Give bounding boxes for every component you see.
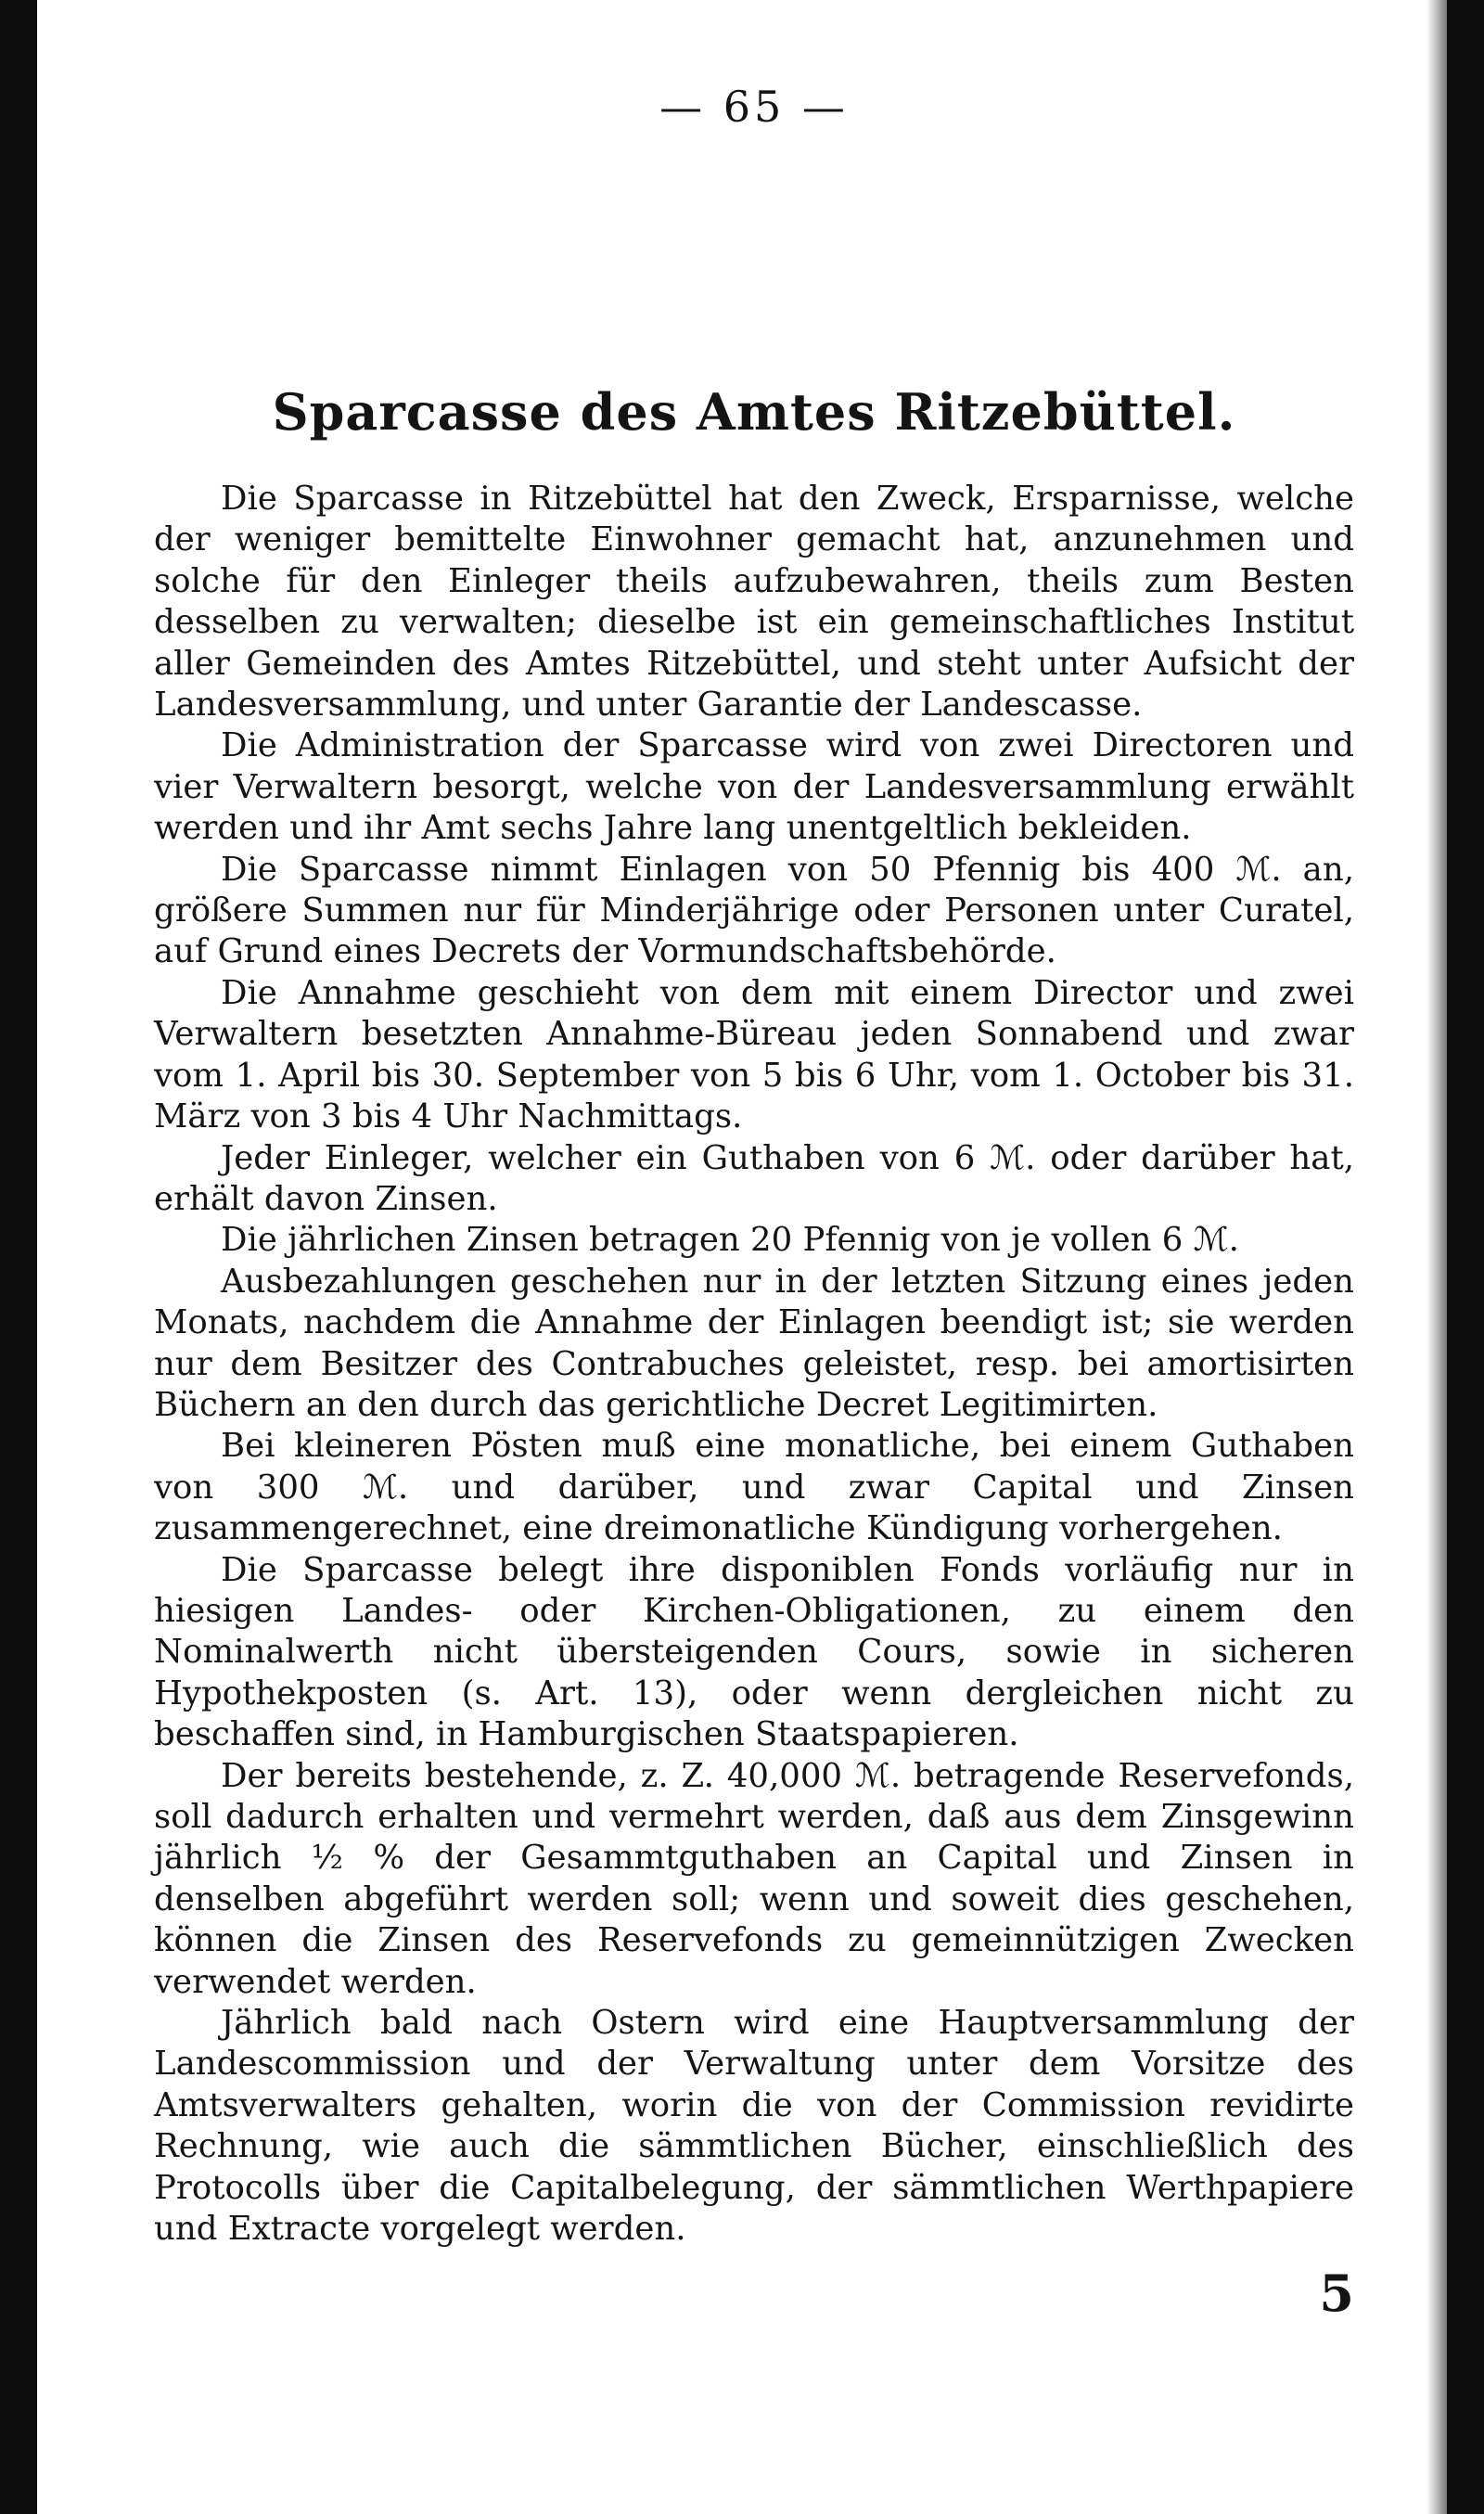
paragraph-payouts: Ausbezahlungen geschehen nur in der letzten Sitzung eines jeden Monats, nachdem die Annahme der Einlagen beendigt ist; sie werden nur dem Besitzer des Contrabuches geleistet, resp. bei amortisirten Büchern an den durch das gerichtliche Decret Legitimirten.: [154, 1262, 1354, 1424]
paragraph-investments: Die Sparcasse belegt ihre disponiblen Fonds vorläufig nur in hiesigen Landes- oder Kirchen-Obligationen, zu einem den Nominalwerth nicht übersteigenden Cours, sowie in sicheren Hypothekposten (s. Art. 13), oder wenn dergleichen nicht zu beschaffen sind, in Hamburgischen Staatspapieren.: [154, 1550, 1354, 1754]
signature-mark: 5: [1319, 2264, 1354, 2323]
paragraph-interest-eligibility: Jeder Einleger, welcher ein Guthaben von 6 ℳ. oder darüber hat, erhält davon Zinsen.: [154, 1138, 1354, 1218]
paragraph-deposits: Die Sparcasse nimmt Einlagen von 50 Pfennig bis 400 ℳ. an, größere Summen nur für Minderjährige oder Personen unter Curatel, auf Grund eines Decrets der Vormundschaftsbehörde.: [154, 850, 1354, 971]
paragraph-purpose: Die Sparcasse in Ritzebüttel hat den Zweck, Ersparnisse, welche der weniger bemittelte Einwohner gemacht hat, anzunehmen und solche für den Einleger theils aufzubewahren, theils zum Besten desselben zu verwalten; dieselbe ist ein gemeinschaftliches Institut aller Gemeinden des Amtes Ritzebüttel, und steht unter Aufsicht der Landesversammlung, und unter Garantie der Landescasse.: [154, 480, 1354, 725]
page-number: — 65 —: [659, 82, 849, 132]
paragraph-interest-rate: Die jährlichen Zinsen betragen 20 Pfennig von je vollen 6 ℳ.: [221, 1221, 1239, 1260]
paragraph-reserve-fund: Der bereits bestehende, z. Z. 40,000 ℳ. betragende Reservefonds, soll dadurch erhalten und vermehrt werden, daß aus dem Zinsgewinn jährlich ½ % der Gesammtguthaben an Capital und Zinsen in denselben abgeführt werden soll; wenn und soweit dies geschehen, können die Zinsen des Reservefonds zu gemeinnützigen Zwecken verwendet werden.: [154, 1756, 1354, 2001]
document-page: [37, 0, 1447, 2514]
section-title: Sparcasse des Amtes Ritzebüttel.: [272, 382, 1236, 442]
page-edge-shadow: [1426, 0, 1447, 2514]
paragraph-acceptance-hours: Die Annahme geschieht von dem mit einem Director und zwei Verwaltern besetzten Annahme-Büreau jeden Sonnabend und zwar vom 1. April bis 30. September von 5 bis 6 Uhr, vom 1. October bis 31. März von 3 bis 4 Uhr Nachmittags.: [154, 973, 1354, 1136]
paragraph-annual-meeting: Jährlich bald nach Ostern wird eine Hauptversammlung der Landescommission und der Verwaltung unter dem Vorsitze des Amtsverwalters gehalten, worin die von der Commission revidirte Rechnung, wie auch die sämmtlichen Bücher, einschließlich des Protocolls über die Capitalbelegung, der sämmtlichen Werthpapiere und Extracte vorgelegt werden.: [154, 2004, 1354, 2249]
paragraph-notice: Bei kleineren Pösten muß eine monatliche, bei einem Guthaben von 300 ℳ. und darüber, und zwar Capital und Zinsen zusammengerechnet, eine dreimonatliche Kündigung vorhergehen.: [154, 1427, 1354, 1548]
paragraph-administration: Die Administration der Sparcasse wird von zwei Directoren und vier Verwaltern besorgt, welche von der Landesversammlung erwählt werden und ihr Amt sechs Jahre lang unentgeltlich bekleiden.: [154, 726, 1354, 848]
